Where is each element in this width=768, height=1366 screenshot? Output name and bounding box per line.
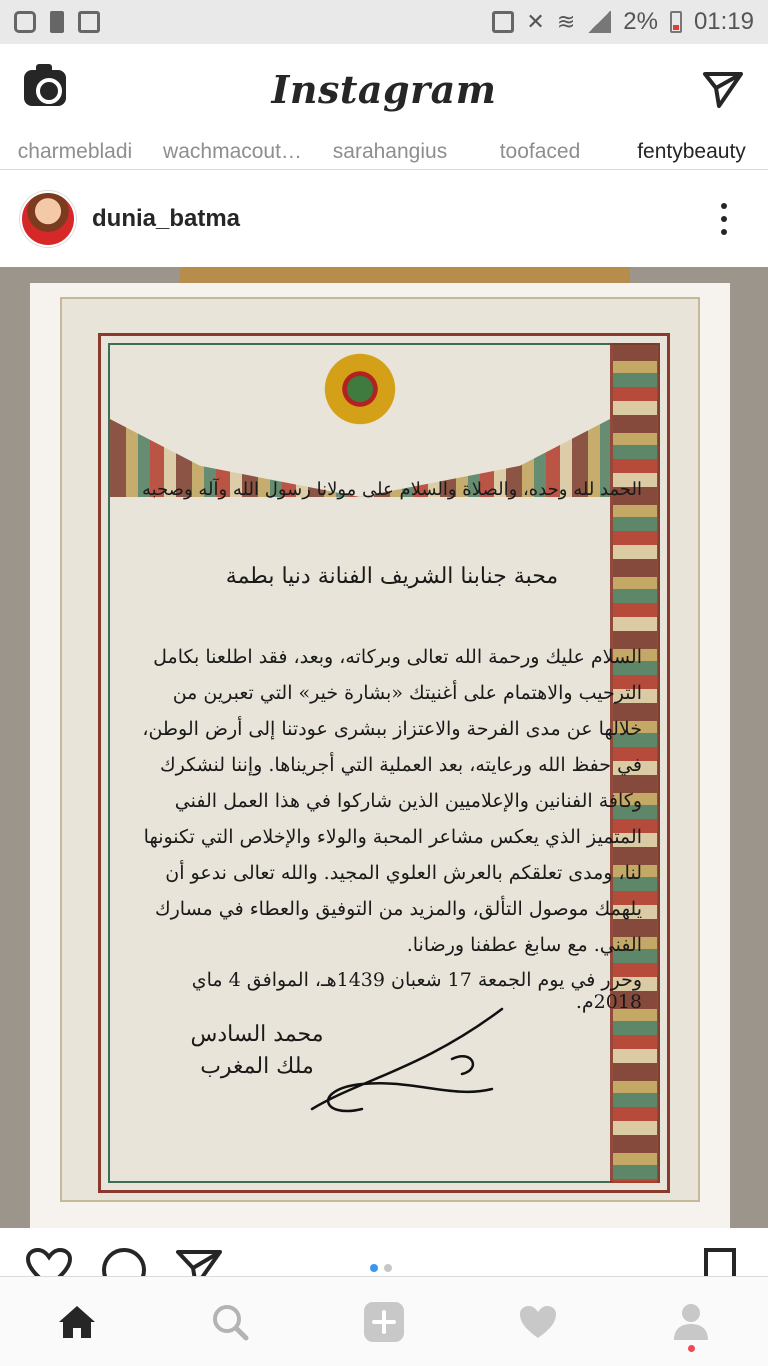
- story-item[interactable]: toofaced: [499, 139, 581, 163]
- lock-icon: [492, 11, 514, 33]
- nav-add-post[interactable]: [344, 1292, 424, 1352]
- instagram-notification-icon: [14, 11, 36, 33]
- notification-dot: [688, 1345, 695, 1352]
- profile-icon: [672, 1302, 710, 1342]
- add-post-icon: [362, 1300, 406, 1344]
- post-username[interactable]: dunia_batma: [92, 205, 241, 232]
- camera-icon[interactable]: [24, 70, 66, 106]
- letter-intro: الحمد لله وحده، والصلاة والسلام على مولانا رسول الله وآله وصحبه: [141, 479, 642, 500]
- story-item[interactable]: fentybeauty: [637, 139, 746, 163]
- nav-activity[interactable]: [498, 1292, 578, 1352]
- status-bar: [0, 0, 768, 44]
- signature: [302, 989, 522, 1139]
- nav-home[interactable]: [37, 1292, 117, 1352]
- alert-icon: [50, 11, 64, 33]
- nav-search[interactable]: [190, 1292, 270, 1352]
- battery-icon: [670, 11, 682, 33]
- nav-profile[interactable]: [651, 1292, 731, 1352]
- story-item[interactable]: wachmacout…: [163, 139, 302, 163]
- clock: 01:19: [693, 8, 754, 35]
- screenshot-icon: [78, 11, 100, 33]
- mute-icon: ✕: [526, 9, 545, 34]
- search-icon: [211, 1303, 249, 1341]
- home-icon: [57, 1304, 97, 1340]
- letter-address: محبة جنابنا الشريف الفنانة دنيا بطمة: [225, 564, 559, 589]
- letter-body: السلام عليك ورحمة الله تعالى وبركاته، وبعد، فقد اطلعنا بكامل الترحيب والاهتمام على أغنيتك «بشارة خير» التي تعبرين من خلالها عن مدى الفرحة والاعتزاز ببشرى عودتنا إلى أرض الوطن، في حفظ الله ورعايته، بعد العملية التي أجريناها. وإننا لنشكرك وكافة الفنانين والإعلاميين الذين شاركوا في هذا العمل الفني المتميز الذي يعكس مشاعر المحبة والولاء والإخلاص التي تكنونها لنا، ومدى تعلقكم بالعرش العلوي المجيد. والله تعالى ندعو أن يلهمك موصول التألق، والمزيد من التوفيق والعطاء في مسارك الفني. مع سابغ عطفنا ورضانا.: [142, 646, 642, 956]
- direct-message-icon[interactable]: [702, 68, 744, 110]
- stories-tray: [0, 134, 768, 170]
- bottom-navigation: [0, 1276, 768, 1366]
- royal-letter: [60, 297, 700, 1202]
- signature-title: محمد السادس ملك المغرب: [190, 1022, 324, 1079]
- heart-icon: [518, 1304, 558, 1340]
- letter-date: وحرر في يوم الجمعة 17 شعبان 1439هـ، الموافق 4 ماي 2018م.: [191, 969, 642, 1013]
- battery-level: 2%: [623, 8, 658, 35]
- wifi-icon: ≋: [556, 9, 576, 34]
- app-header: [0, 44, 768, 134]
- carousel-indicator: [370, 1264, 392, 1272]
- more-options-icon[interactable]: [720, 203, 728, 235]
- story-item[interactable]: sarahangius: [332, 139, 448, 163]
- post-header: [0, 171, 768, 267]
- coat-of-arms: [322, 345, 398, 425]
- post-actions: [0, 1228, 768, 1276]
- avatar[interactable]: [20, 191, 76, 247]
- instagram-logo: Instagram: [271, 66, 497, 112]
- story-item[interactable]: charmebladi: [17, 139, 133, 163]
- signal-icon: [587, 11, 611, 33]
- post-image[interactable]: [0, 267, 768, 1228]
